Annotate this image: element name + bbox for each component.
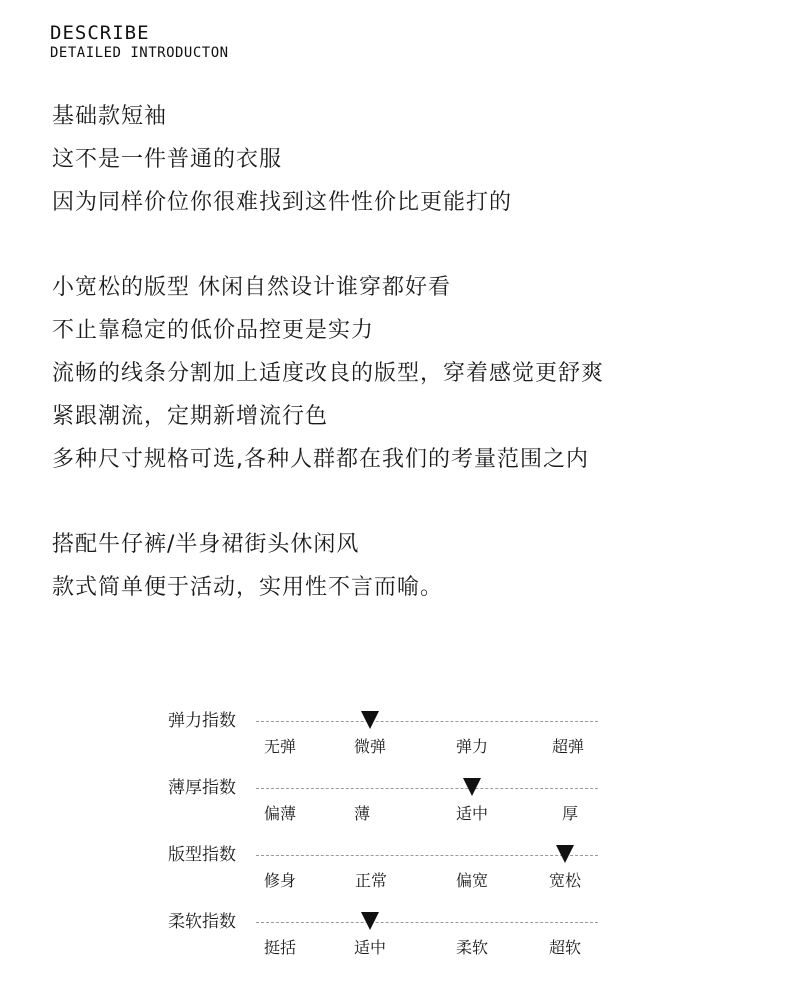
index-option: 偏宽 <box>455 871 488 890</box>
description-paragraph <box>52 523 772 609</box>
section-header <box>50 22 229 62</box>
index-row-thickness <box>168 770 608 837</box>
index-option: 弹力 <box>455 737 488 756</box>
index-dashed-line <box>256 922 598 923</box>
index-label: 柔软指数 <box>168 912 236 932</box>
index-dashed-line <box>256 855 598 856</box>
description-line: 紧跟潮流，定期新增流行色 <box>52 404 329 429</box>
description-line: 流畅的线条分割加上适度改良的版型，穿着感觉更舒爽 <box>52 361 605 386</box>
index-option: 挺括 <box>263 938 296 957</box>
index-option: 无弹 <box>263 737 296 756</box>
index-dashed-line <box>256 788 598 789</box>
section-subtitle: DETAILED INTRODUCTON <box>50 45 229 61</box>
description-line: 因为同样价位你很难找到这件性价比更能打的 <box>52 190 513 215</box>
description-paragraph <box>52 95 772 224</box>
description-line: 不止靠稳定的低价品控更是实力 <box>52 318 375 343</box>
index-option: 超弹 <box>551 737 584 756</box>
index-option: 柔软 <box>455 938 488 957</box>
index-label: 弹力指数 <box>168 711 236 731</box>
index-row-softness <box>168 904 608 971</box>
description-line: 这不是一件普通的衣服 <box>52 147 283 172</box>
index-option: 微弹 <box>353 737 386 756</box>
description-paragraph <box>52 266 772 481</box>
product-description <box>52 95 772 651</box>
description-line: 基础款短袖 <box>52 104 168 129</box>
description-line: 款式简单便于活动，实用性不言而喻。 <box>52 575 444 600</box>
index-option: 正常 <box>354 871 387 890</box>
index-option: 薄 <box>353 804 370 823</box>
index-option: 厚 <box>561 804 578 823</box>
index-option: 宽松 <box>548 871 581 890</box>
index-option: 超软 <box>548 938 581 957</box>
fabric-index-chart <box>168 703 608 971</box>
index-option: 适中 <box>353 938 386 957</box>
index-marker-icon <box>463 778 481 796</box>
index-marker-icon <box>361 912 379 930</box>
index-row-fit <box>168 837 608 904</box>
index-option: 偏薄 <box>263 804 296 823</box>
section-title: DESCRIBE <box>50 22 150 44</box>
index-marker-icon <box>361 711 379 729</box>
description-line: 小宽松的版型 休闲自然设计谁穿都好看 <box>52 275 451 300</box>
description-line: 搭配牛仔裤/半身裙街头休闲风 <box>52 532 360 557</box>
index-option: 适中 <box>455 804 488 823</box>
index-label: 版型指数 <box>168 845 236 865</box>
index-option: 修身 <box>263 871 296 890</box>
index-label: 薄厚指数 <box>168 778 236 798</box>
index-dashed-line <box>256 721 598 722</box>
description-line: 多种尺寸规格可选,各种人群都在我们的考量范围之内 <box>52 447 589 472</box>
index-row-elasticity <box>168 703 608 770</box>
index-marker-icon <box>556 845 574 863</box>
